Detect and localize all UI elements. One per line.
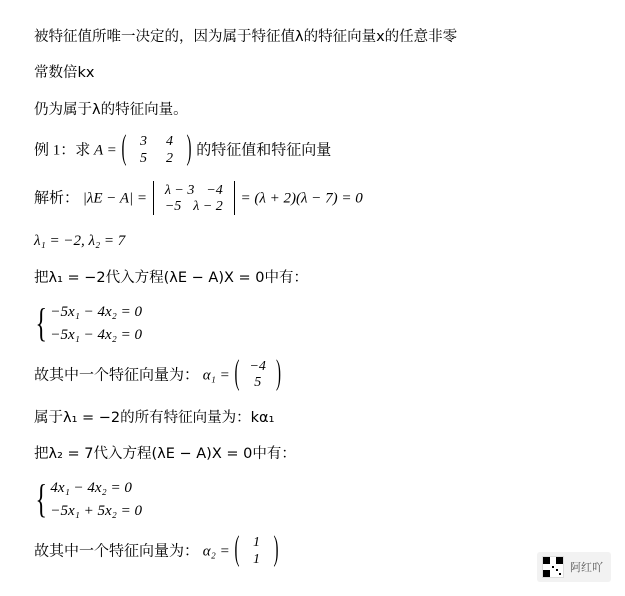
- matrix-cell: 1: [252, 551, 260, 567]
- eigenvector-2-name: α₂ =: [202, 543, 230, 560]
- determinant-tail: = (λ + 2)(λ − 7) = 0: [240, 190, 363, 207]
- equation: −5x₁ + 5x₂ = 0: [50, 502, 143, 519]
- solution-label: 解析：: [34, 190, 80, 207]
- right-paren: ): [273, 531, 279, 569]
- qr-code-icon: [542, 556, 564, 578]
- eigenvector-1-name: α₁ =: [202, 367, 230, 384]
- substitution-1-intro: 把λ₁ = −2代入方程(λE − A)X = 0中有：: [34, 269, 309, 286]
- eigenvector-1-line: [34, 355, 591, 393]
- left-brace: {: [35, 300, 47, 346]
- paragraph-line: 常数倍kx: [34, 65, 95, 82]
- paragraph-line: 被特征值所唯一决定的，因为属于特征值λ的特征向量x的任意非零: [34, 29, 458, 45]
- matrix-cell: 2: [166, 150, 174, 166]
- right-paren: ): [275, 355, 281, 393]
- determinant-lead: |λE − A| =: [82, 190, 148, 207]
- left-paren: (: [234, 531, 240, 569]
- example-matrix: [121, 130, 193, 168]
- watermark-label: 阿红吖: [570, 561, 603, 574]
- example-line: [34, 130, 591, 168]
- right-paren: ): [186, 130, 192, 168]
- matrix-cell: 1: [252, 535, 260, 551]
- matrix-cell: λ − 2: [193, 198, 223, 214]
- substitution-2-intro: 把λ₂ = 7代入方程(λE − A)X = 0中有：: [34, 445, 296, 462]
- equation-system-2: [34, 477, 591, 522]
- eigenvector-2-matrix: [233, 531, 279, 569]
- equation: −5x₁ − 4x₂ = 0: [50, 304, 143, 321]
- equation: 4x₁ − 4x₂ = 0: [50, 480, 132, 497]
- example-matrix-lead: A =: [94, 142, 117, 159]
- determinant-matrix: [151, 182, 237, 216]
- eigenvector-2-line: [34, 531, 591, 569]
- matrix-cell: 4: [166, 134, 174, 150]
- matrix-cell: 5: [254, 375, 262, 391]
- matrix-cell: −4: [249, 359, 266, 375]
- eigenvalues-line: λ₁ = −2, λ₂ = 7: [34, 232, 126, 249]
- example-label: 例 1：求: [34, 142, 91, 159]
- matrix-cell: −4: [206, 182, 223, 198]
- all-eigenvectors-1: 属于λ₁ = −2的所有特征向量为：kα₁: [34, 409, 275, 426]
- watermark-badge: [537, 552, 611, 582]
- solution-line: [34, 182, 591, 216]
- eigenvector-1-matrix: [233, 355, 281, 393]
- det-bar-left: [153, 181, 154, 215]
- left-paren: (: [234, 355, 240, 393]
- matrix-cell: λ − 3: [164, 182, 195, 198]
- eigenvector-1-lead: 故其中一个特征向量为：: [34, 367, 200, 384]
- eigenvector-2-lead: 故其中一个特征向量为：: [34, 543, 200, 560]
- left-brace: {: [35, 476, 47, 522]
- equation: −5x₁ − 4x₂ = 0: [50, 326, 143, 343]
- matrix-cell: −5: [164, 198, 182, 214]
- matrix-cell: 3: [140, 134, 148, 150]
- paragraph-line: 仍为属于λ的特征向量。: [34, 101, 188, 118]
- det-bar-right: [234, 181, 235, 215]
- equation-system-1: [34, 301, 591, 346]
- left-paren: (: [121, 130, 127, 168]
- matrix-cell: 5: [140, 150, 148, 166]
- example-tail: 的特征值和特征向量: [196, 142, 332, 159]
